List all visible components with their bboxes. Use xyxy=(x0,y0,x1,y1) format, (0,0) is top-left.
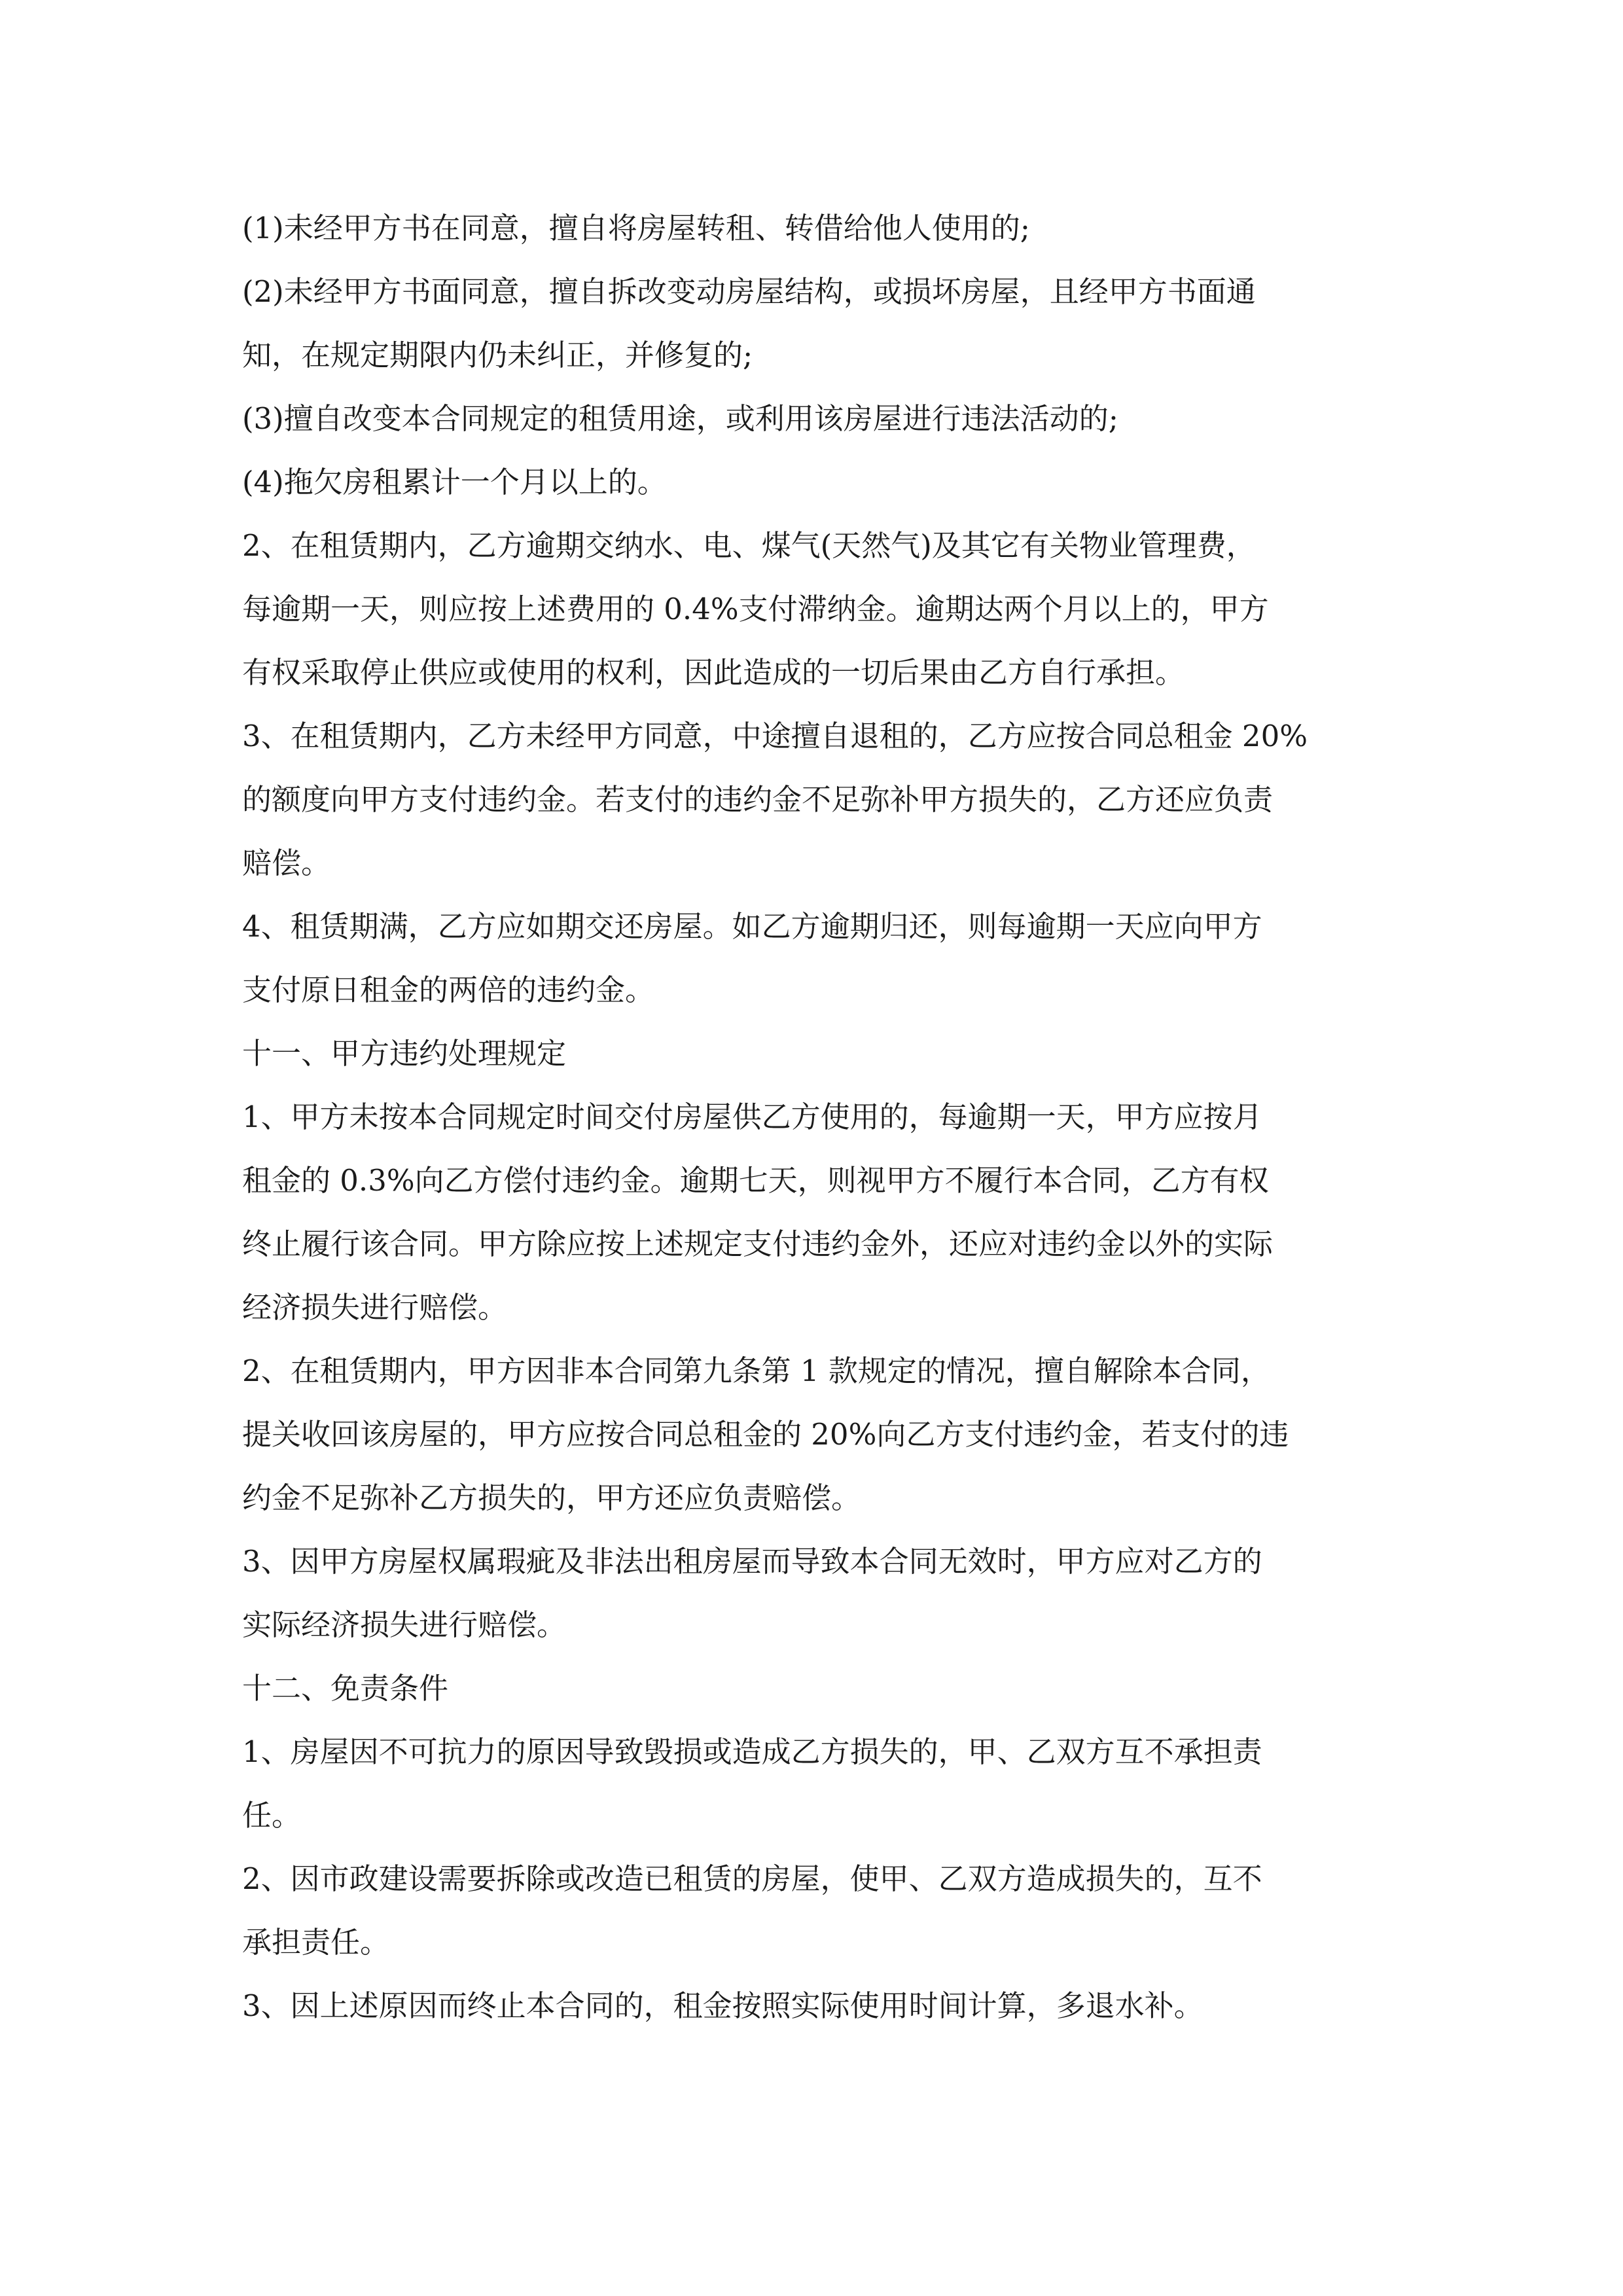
clause-12-item-1: 1、房屋因不可抗力的原因导致毁损或造成乙方损失的，甲、乙双方互不承担责 任。 xyxy=(242,1734,1262,1833)
document-body xyxy=(242,196,1381,2037)
clause-10-item-4: 4、租赁期满，乙方应如期交还房屋。如乙方逾期归还，则每逾期一天应向甲方 支付原日租金的两倍的违约金。 xyxy=(242,909,1262,1007)
clause-10-item-2: 2、在租赁期内，乙方逾期交纳水、电、煤气(天然气)及其它有关物业管理费， 每逾期一天，则应按上述费用的 0.4%支付滞纳金。逾期达两个月以上的，甲方 有权采取停止供应或使用的权利，因此造成的一切后果由乙方自行承担。 xyxy=(242,528,1269,690)
clause-11-item-1: 1、甲方未按本合同规定时间交付房屋供乙方使用的，每逾期一天，甲方应按月 租金的 0.3%向乙方偿付违约金。逾期七天，则视甲方不履行本合同，乙方有权 终止履行该合同。甲方除应按上述规定支付违约金外，还应对违约金以外的实际 经济损失进行赔偿。 xyxy=(242,1100,1274,1325)
clause-12-item-2: 2、因市政建设需要拆除或改造已租赁的房屋，使甲、乙双方造成损失的，互不 承担责任。 xyxy=(242,1861,1262,1960)
clause-10-item-3: 3、在租赁期内，乙方未经甲方同意，中途擅自退租的，乙方应按合同总租金 20% 的额度向甲方支付违约金。若支付的违约金不足弥补甲方损失的，乙方还应负责 赔偿。 xyxy=(242,719,1308,880)
clause-9-item-1: (1)未经甲方书在同意，擅自将房屋转租、转借给他人使用的; xyxy=(242,211,1030,245)
section-heading-11: 十一、甲方违约处理规定 xyxy=(242,1036,567,1071)
clause-9-item-2: (2)未经甲方书面同意，擅自拆改变动房屋结构，或损坏房屋，且经甲方书面通 知，在规定期限内仍未纠正，并修复的; xyxy=(242,274,1256,372)
section-heading-12: 十二、免责条件 xyxy=(242,1671,449,1706)
clause-11-item-2: 2、在租赁期内，甲方因非本合同第九条第 1 款规定的情况，擅自解除本合同， 提关收回该房屋的，甲方应按合同总租金的 20%向乙方支付违约金，若支付的违 约金不足弥补乙方损失的，甲方还应负责赔偿。 xyxy=(242,1354,1289,1515)
clause-9-item-4: (4)拖欠房租累计一个月以上的。 xyxy=(242,465,667,499)
clause-12-item-3: 3、因上述原因而终止本合同的，租金按照实际使用时间计算，多退水补。 xyxy=(242,1988,1204,2023)
clause-9-item-3: (3)擅自改变本合同规定的租赁用途，或利用该房屋进行违法活动的; xyxy=(242,401,1118,436)
clause-11-item-3: 3、因甲方房屋权属瑕疵及非法出租房屋而导致本合同无效时，甲方应对乙方的 实际经济损失进行赔偿。 xyxy=(242,1544,1262,1642)
